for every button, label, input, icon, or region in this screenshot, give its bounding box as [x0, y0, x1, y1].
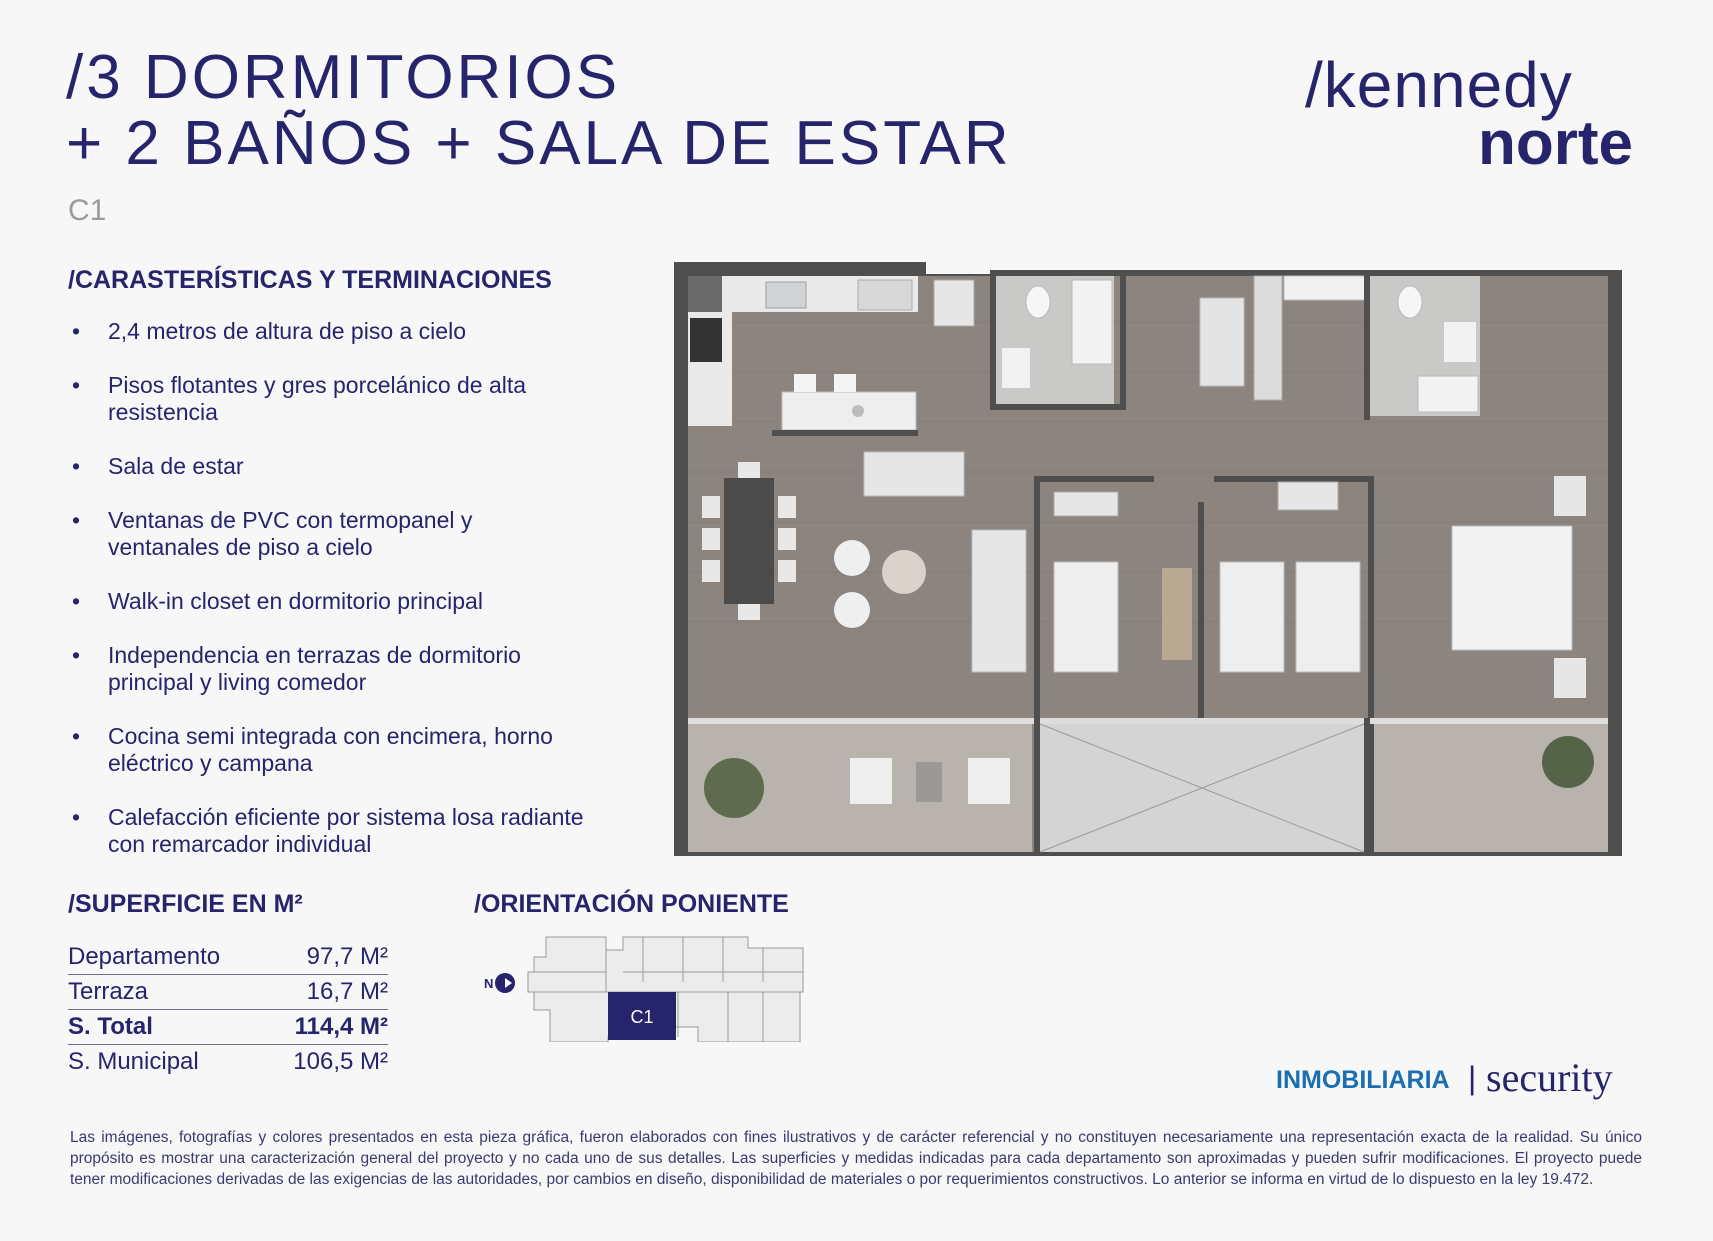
- surface-label: Departamento: [68, 943, 221, 970]
- north-label: N: [484, 976, 494, 991]
- bed-single-icon: [1296, 562, 1360, 672]
- orientation-heading: /ORIENTACIÓN PONIENTE: [474, 890, 789, 918]
- bed-single-icon: [1054, 562, 1118, 672]
- features-list: [68, 318, 588, 885]
- cooktop-icon: [690, 318, 722, 362]
- brand-logo-kennedy: /kennedy: [1305, 49, 1573, 121]
- features-heading: /CARASTERÍSTICAS Y TERMINACIONES: [68, 266, 552, 294]
- desk-icon: [1162, 568, 1192, 660]
- unit-highlight-label: C1: [630, 1007, 654, 1027]
- developer-logo-separator: |: [1468, 1060, 1477, 1096]
- surface-value: 16,7 M²: [306, 978, 388, 1005]
- feature-item: • Independencia en terrazas de dormitorio principal y living comedor: [68, 642, 588, 696]
- surface-label: Terraza: [68, 978, 149, 1005]
- sink-icon: [766, 282, 806, 308]
- toilet-icon: [1026, 286, 1050, 318]
- feature-item: • Ventanas de PVC con termopanel y ventanales de piso a cielo: [68, 507, 588, 561]
- surface-row: [68, 1045, 388, 1079]
- orientation-site-map: [478, 932, 808, 1042]
- surface-value: 106,5 M²: [293, 1048, 388, 1075]
- surface-value: 114,4 M²: [294, 1013, 388, 1040]
- unit-code: C1: [68, 194, 107, 227]
- surface-label: S. Municipal: [68, 1048, 199, 1075]
- developer-logo-inmobiliaria: INMOBILIARIA: [1276, 1066, 1450, 1094]
- page-title-line-1: /3 DORMITORIOS: [66, 43, 621, 112]
- bathtub-icon: [1072, 280, 1112, 364]
- walk-in-closet: [1254, 276, 1282, 400]
- surface-row-total: [68, 1010, 388, 1045]
- coffee-table-icon: [882, 550, 926, 594]
- surface-value: 97,7 M²: [306, 943, 388, 970]
- surface-row: [68, 975, 388, 1010]
- feature-item: • Pisos flotantes y gres porcelánico de alta resistencia: [68, 372, 588, 426]
- washer-icon: [934, 280, 974, 326]
- terrace-chair-icon: [850, 758, 892, 804]
- brand-logo-norte: norte: [1478, 109, 1633, 178]
- surface-heading: /SUPERFICIE EN M²: [68, 890, 303, 918]
- terrace-chair-icon: [968, 758, 1010, 804]
- sofa-long-icon: [972, 530, 1026, 672]
- armchair-icon: [1200, 298, 1244, 386]
- feature-item: • Cocina semi integrada con encimera, horno eléctrico y campana: [68, 723, 588, 777]
- legal-disclaimer: Las imágenes, fotografías y colores presentados en esta pieza gráfica, fueron elaborados con fines ilustrativos y de carácter referencial y no constituyen necesariamente una representación exacta de la realidad. Su único propósito es mostrar una caracterización general del proyecto y no cada uno de sus detalles. Las superficies y medidas indicadas para cada departamento son aproximadas y pueden sufrir modificaciones. El proyecto puede tener modificaciones derivadas de las exigencias de las autoridades, por cambios en diseño, disponibilidad de materiales o por requerimientos constructivos. Lo anterior se informa en virtud de lo dispuesto en la ley 19.472.: [70, 1129, 1642, 1188]
- kitchen-island: [782, 392, 916, 430]
- bed-single-icon: [1220, 562, 1284, 672]
- feature-item: • 2,4 metros de altura de piso a cielo: [68, 318, 588, 345]
- feature-item: • Sala de estar: [68, 453, 588, 480]
- sofa-icon: [864, 452, 964, 496]
- surface-row: [68, 940, 388, 975]
- page-title-line-2: + 2 BAÑOS + SALA DE ESTAR: [66, 109, 1012, 178]
- feature-item: • Walk-in closet en dormitorio principal: [68, 588, 588, 615]
- surface-table: [68, 940, 388, 1079]
- developer-logo-security: security: [1486, 1055, 1613, 1100]
- bed-double-icon: [1452, 526, 1572, 650]
- floor-plan: [674, 262, 1622, 856]
- plant-icon: [1542, 736, 1594, 788]
- dining-table: [724, 478, 774, 604]
- surface-label: S. Total: [68, 1013, 153, 1040]
- plant-icon: [704, 758, 764, 818]
- feature-item: • Calefacción eficiente por sistema losa radiante con remarcador individual: [68, 804, 588, 858]
